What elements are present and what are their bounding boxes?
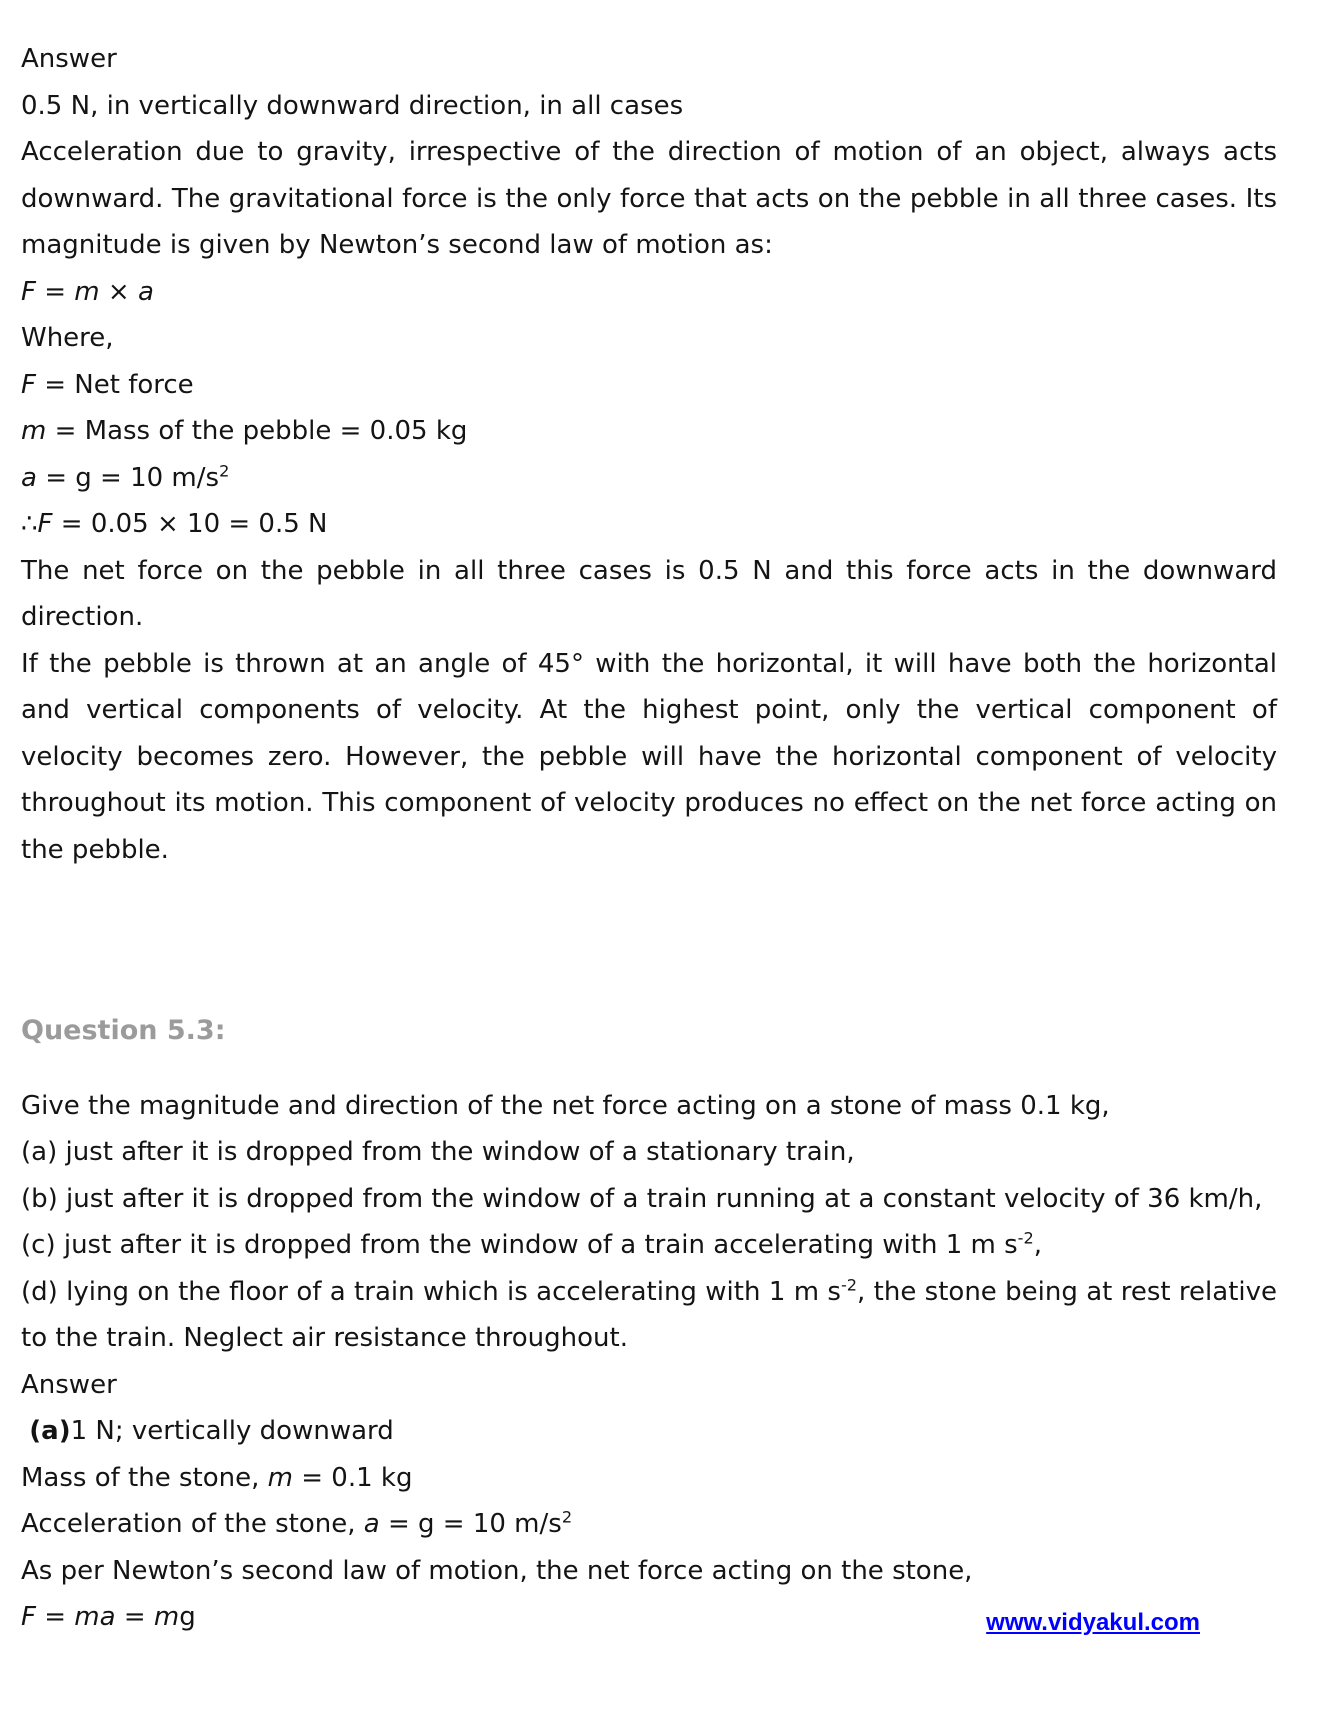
text-run: F [37, 509, 53, 539]
text-run: ∴ [21, 509, 38, 539]
vidyakul-link[interactable]: www.vidyakul.com [986, 1609, 1200, 1636]
question-heading [21, 1008, 1277, 1055]
where-label [21, 315, 1277, 362]
text-run: Question 5.3: [21, 1015, 226, 1046]
text-run: × [99, 276, 138, 307]
answer-label-2 [21, 1362, 1277, 1409]
text-run: F [21, 1602, 36, 1632]
text-run: 2 [219, 460, 230, 480]
explanation-gravity [21, 129, 1277, 269]
text-run: If the pebble is thrown at an angle of 45° with the horizontal, it will have both the horizontal and vertical components of velocity. At the highest point, only the vertical component of velocity becomes zero. However, the pebble will have the horizontal component of velocity throughout its motion. This component of velocity produces no effect on the net force acting on the pebble. [21, 648, 1277, 865]
text-run: , the stone being at rest relative to the train. Neglect air resistance throughout. [21, 1276, 1277, 1353]
text-run: 1 N; vertically downward [70, 1416, 394, 1446]
text-run: Acceleration of the stone, [21, 1509, 364, 1539]
stone-acceleration [21, 1501, 1277, 1548]
answer-label-1 [21, 36, 1277, 83]
text-run: = Mass of the pebble = 0.05 kg [46, 416, 468, 446]
text-run: The net force on the pebble in all three cases is 0.5 N and this force acts in the downward direction. [21, 555, 1277, 632]
text-run: (a) just after it is dropped from the window of a stationary train, [21, 1137, 855, 1167]
text-run: Answer [21, 1369, 117, 1400]
definition-m [21, 408, 1277, 455]
text-run: a [363, 1509, 380, 1539]
text-run: Give the magnitude and direction of the net force acting on a stone of mass 0.1 kg, [21, 1090, 1110, 1121]
question-intro [21, 1083, 1277, 1130]
text-run: -2 [840, 1274, 858, 1294]
text-run: As per Newton’s second law of motion, the net force acting on the stone, [21, 1555, 973, 1586]
text-run: m [153, 1602, 180, 1632]
question-part-d [21, 1269, 1277, 1362]
answer-part-a [21, 1408, 1277, 1455]
text-run: a [21, 462, 37, 493]
equation-f-ma-mg [21, 1594, 196, 1641]
text-run: (d) lying on the floor of a train which is accelerating with 1 m s [21, 1276, 841, 1307]
text-run: = Net force [35, 369, 194, 400]
text-run: Mass of the stone, [21, 1462, 268, 1493]
text-run: = [35, 276, 75, 307]
text-run: m [21, 416, 47, 446]
text-run: F [21, 276, 36, 307]
text-run: ma [74, 1602, 116, 1632]
text-run: , [1033, 1230, 1042, 1260]
question-part-b [21, 1176, 1277, 1223]
text-run: -2 [1017, 1228, 1034, 1248]
text-run: 2 [561, 1507, 573, 1527]
text-run: = 0.05 × 10 = 0.5 N [52, 509, 328, 539]
footer-row [21, 1594, 1277, 1641]
text-run: (c) just after it is dropped from the window of a train accelerating with 1 m s [21, 1230, 1018, 1260]
text-run: = [115, 1602, 154, 1632]
text-run: 0.5 N, in vertically downward direction, in all cases [21, 90, 684, 121]
definition-a [21, 455, 1277, 502]
equation-result [21, 501, 1277, 548]
text-run: m [267, 1462, 293, 1493]
text-run: (b) just after it is dropped from the window of a train running at a constant velocity of 36 km/h, [21, 1183, 1263, 1214]
equation-f-m-a [21, 269, 1277, 316]
text-run: Acceleration due to gravity, irrespective of the direction of motion of an object, always acts downward. The gravitational force is the only force that acts on the pebble in all three cases. Its magnitude is given by Newton’s second law of motion as: [21, 137, 1277, 260]
text-run: = 0.1 kg [292, 1462, 413, 1493]
text-run: Where, [21, 323, 114, 353]
text-run: = [35, 1602, 75, 1632]
question-part-a [21, 1129, 1277, 1176]
text-run: a [137, 276, 154, 307]
text-run: g [179, 1602, 196, 1632]
text-run: = g = 10 m/s [379, 1509, 562, 1539]
text-run: m [74, 276, 100, 307]
question-part-c [21, 1222, 1277, 1269]
text-run: = g = 10 m/s [36, 462, 220, 493]
answer-summary [21, 83, 1277, 130]
pebble-45-explanation [21, 641, 1277, 874]
net-force-conclusion [21, 548, 1277, 641]
newton-second-law [21, 1548, 1277, 1595]
text-run: Answer [21, 44, 117, 74]
text-run: (a) [29, 1416, 71, 1446]
stone-mass [21, 1455, 1277, 1502]
text-run: F [21, 369, 36, 400]
definition-f [21, 362, 1277, 409]
